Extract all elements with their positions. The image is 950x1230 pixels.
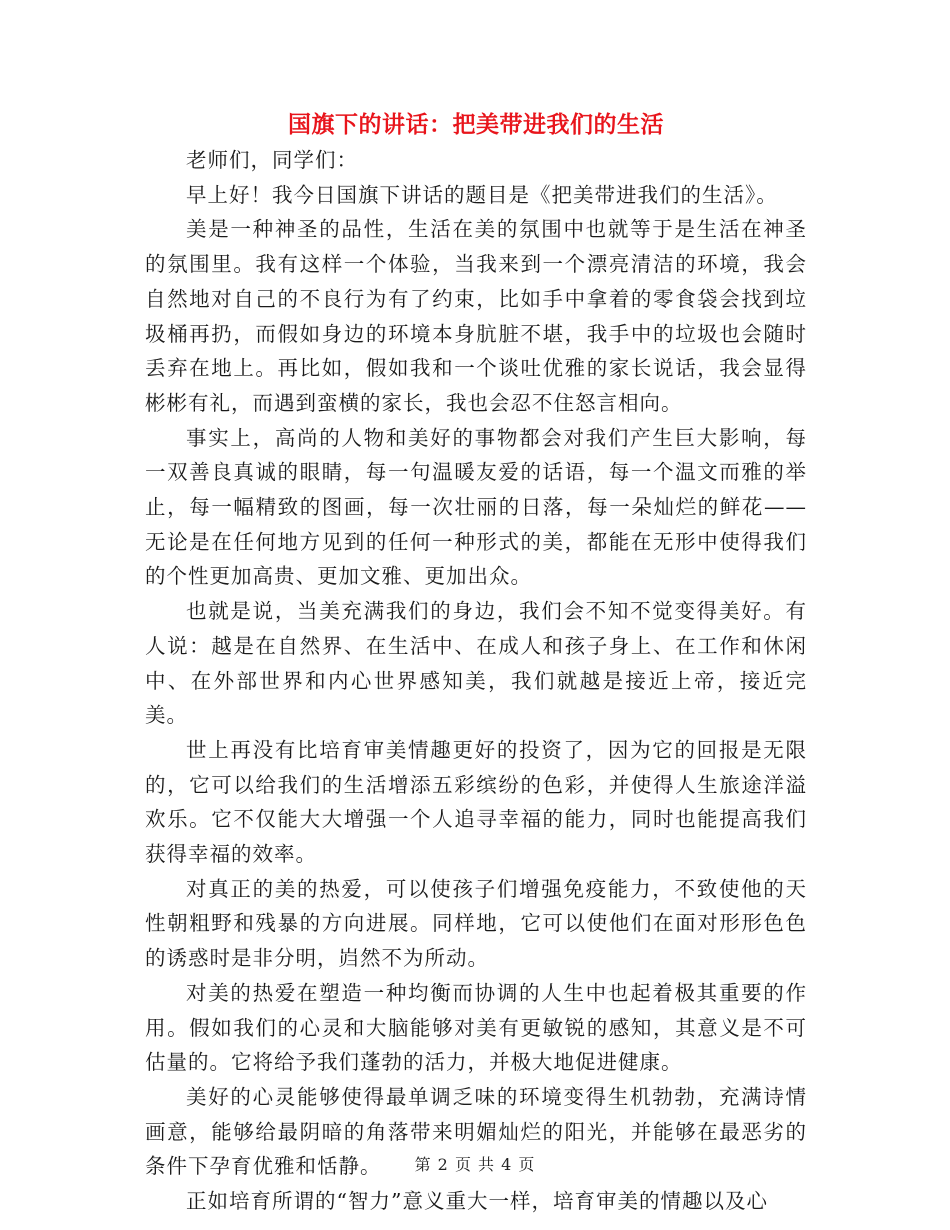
salutation-paragraph: 老师们，同学们： xyxy=(186,148,358,172)
body-paragraph: 美是一种神圣的品性，生活在美的氛围中也就等于是生活在神圣的氛围里。我有这样一个体验，当我来到一个漂亮清洁的环境，我会自然地对自己的不良行为有了约束，比如手中拿着的零食袋会找到垃圾桶再扔，而假如身边的环境本身肮脏不堪，我手中的垃圾也会随时丢弃在地上。再比如，假如我和一个谈吐优雅的家长说话，我会显得彬彬有礼，而遇到蛮横的家长，我也会忍不住怒言相向。 xyxy=(145,217,807,415)
body-paragraph: 对美的热爱在塑造一种均衡而协调的人生中也起着极其重要的作用。假如我们的心灵和大脑能够对美有更敏锐的感知，其意义是不可估量的。它将给予我们蓬勃的活力，并极大地促进健康。 xyxy=(145,980,807,1075)
page-number-footer: 第 2 页 共 4 页 xyxy=(414,1155,536,1174)
body-paragraph: 世上再没有比培育审美情趣更好的投资了，因为它的回报是无限的，它可以给我们的生活增添五彩缤纷的色彩，并使得人生旅途洋溢欢乐。它不仅能大大增强一个人追寻幸福的能力，同时也能提高我们获得幸福的效率。 xyxy=(145,737,807,867)
body-paragraph: 事实上，高尚的人物和美好的事物都会对我们产生巨大影响，每一双善良真诚的眼睛，每一句温暖友爱的话语，每一个温文而雅的举止，每一幅精致的图画，每一次壮丽的日落，每一朵灿烂的鲜花——无论是在任何地方见到的任何一种形式的美，都能在无形中使得我们的个性更加高贵、更加文雅、更加出众。 xyxy=(145,425,807,589)
body-paragraph: 美好的心灵能够使得最单调乏味的环境变得生机勃勃，充满诗情画意，能够给最阴暗的角落带来明媚灿烂的阳光，并能够在最恶劣的条件下孕育优雅和恬静。 xyxy=(145,1084,807,1179)
body-paragraph: 对真正的美的热爱，可以使孩子们增强免疫能力，不致使他的天性朝粗野和残暴的方向进展。同样地，它可以使他们在面对形形色色的诱惑时是非分明，岿然不为所动。 xyxy=(145,876,807,971)
body-paragraph: 也就是说，当美充满我们的身边，我们会不知不觉变得美好。有人说：越是在自然界、在生活中、在成人和孩子身上、在工作和休闲中、在外部世界和内心世界感知美，我们就越是接近上帝，接近完美。 xyxy=(145,599,807,728)
greeting-paragraph: 早上好！我今日国旗下讲话的题目是《把美带进我们的生活》。 xyxy=(186,182,778,207)
body-paragraph: 正如培育所谓的“智力”意义重大一样，培育审美的情趣以及心 xyxy=(186,1189,768,1214)
document-body xyxy=(145,143,807,1219)
page-title: 国旗下的讲话：把美带进我们的生活 xyxy=(288,112,664,138)
